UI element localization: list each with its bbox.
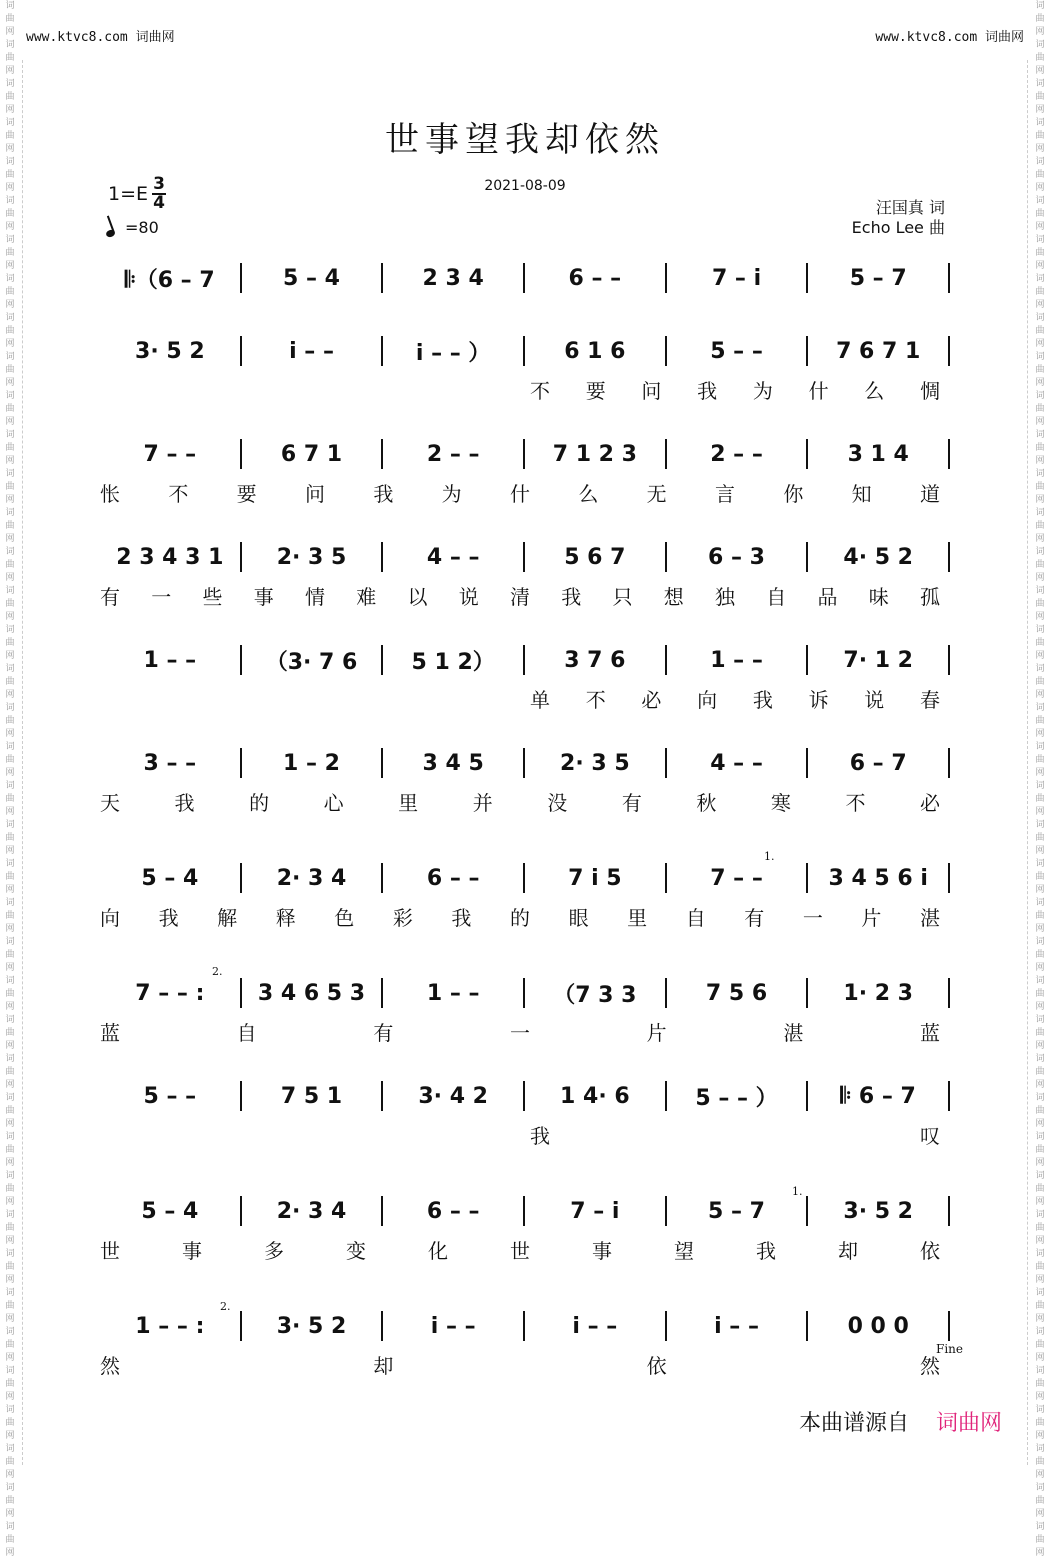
lyric-syllable: 然 [100, 1354, 122, 1378]
measure: 5 6 7 [564, 544, 626, 570]
lyrics-line [100, 1235, 950, 1263]
measure: 2 – – [426, 441, 480, 467]
barline [948, 439, 950, 469]
lyric-syllable: 望 [674, 1239, 696, 1263]
notes-line [100, 977, 950, 1009]
lyric-syllable: 自 [236, 1021, 259, 1045]
lyric-syllable: 事 [253, 585, 276, 609]
lyrics-line [100, 478, 950, 506]
lyric-syllable: 不 [585, 688, 608, 712]
notes-line [100, 541, 950, 573]
measure: 4 – – [710, 750, 763, 776]
lyric-syllable: 却 [838, 1239, 860, 1263]
notes-line [100, 438, 950, 470]
lyric-syllable: 然 [920, 1354, 942, 1378]
header-site-right[interactable]: www.ktvc8.com 词曲网 [875, 30, 1024, 45]
lyrics-line [100, 1120, 950, 1148]
lyric-syllable: 的 [510, 906, 532, 930]
lyric-syllable: 没 [547, 791, 570, 815]
lyric-syllable: 有 [744, 906, 767, 930]
barline [948, 336, 950, 366]
measure: 3 4 6 5 3 [257, 980, 366, 1006]
measure: 2 3 4 3 1 [116, 544, 224, 570]
volta-second-2: 2. [220, 1300, 231, 1313]
lyric-syllable: 自 [766, 585, 789, 609]
measure: 𝄆（6 – 7 [125, 267, 215, 293]
footer-source [799, 1406, 1002, 1437]
lyric-syllable: 我 [451, 906, 474, 930]
measure: 7 i 5 [568, 865, 622, 891]
measure: 6 1 6 [564, 338, 626, 364]
lyric-syllable: 的 [249, 791, 272, 815]
lyric-syllable: 我 [756, 1239, 778, 1263]
lyric-syllable: 事 [182, 1239, 204, 1263]
lyric-syllable: 一 [151, 585, 174, 609]
lyrics-line [100, 787, 950, 815]
measure: 7 1 2 3 [552, 441, 637, 467]
lyric-syllable: 湛 [783, 1021, 806, 1045]
measure: 2 – – [710, 441, 763, 467]
lyric-syllable: 单 [530, 688, 552, 712]
lyric-syllable: 事 [592, 1239, 614, 1263]
lyric-syllable: 片 [861, 906, 884, 930]
measure: 6 – – [568, 265, 622, 291]
right-watermark: 词曲网词曲网词曲网词曲网词曲网词曲网词曲网词曲网词曲网词曲网词曲网词曲网词曲网词曲网词曲网词曲网词曲网词曲网词曲网词曲网词曲网词曲网词曲网词曲网词曲网词曲网词曲网词曲网词曲网词曲网词曲网词曲网词曲网词曲网词曲网词曲网词曲网词曲网词曲网词曲网 [1035, 1, 1045, 1558]
lyric-syllable: 却 [373, 1354, 396, 1378]
tempo-mark [106, 218, 159, 237]
measure: 7 – – : [135, 980, 205, 1006]
lyric-syllable: 解 [217, 906, 240, 930]
time-signature [152, 176, 166, 212]
lyric-syllable: 为 [752, 379, 775, 403]
lyric-syllable: 难 [356, 585, 379, 609]
lyric-syllable: 我 [530, 1124, 552, 1148]
lyric-syllable: 必 [641, 688, 664, 712]
measure: 5 – 4 [141, 865, 199, 891]
lyric-syllable: 有 [373, 1021, 396, 1045]
lyric-syllable: 我 [158, 906, 181, 930]
lyric-syllable: 世 [510, 1239, 532, 1263]
lyrics-line [100, 581, 950, 609]
time-sig-bottom: 4 [153, 193, 165, 213]
lyric-syllable: 世 [100, 1239, 122, 1263]
lyric-syllable: 要 [236, 482, 259, 506]
lyric-syllable: 什 [808, 379, 831, 403]
measure: 0 0 0 [847, 1313, 909, 1339]
measure: 5 – 7 [708, 1198, 765, 1224]
lyric-syllable: 蓝 [920, 1021, 942, 1045]
lyric-syllable: 并 [472, 791, 495, 815]
lyric-syllable: 秋 [696, 791, 719, 815]
lyric-syllable: 不 [530, 379, 552, 403]
measure: 7· 1 2 [843, 647, 913, 673]
footer-site-link[interactable]: 词曲网 [935, 1411, 1002, 1436]
lyric-syllable: 色 [334, 906, 357, 930]
lyric-syllable: 必 [920, 791, 942, 815]
lyric-syllable: 说 [458, 585, 481, 609]
measure: 7 – – [143, 441, 197, 467]
measure: 5 – – ） [695, 1085, 778, 1111]
lyrics-line [100, 302, 950, 326]
measure: 7 5 6 [705, 980, 768, 1006]
measure: 7 – i [711, 265, 762, 291]
song-title: 世事望我却依然 [385, 120, 665, 160]
tempo-value: =80 [125, 218, 159, 237]
lyric-syllable: 想 [663, 585, 686, 609]
barline [948, 645, 950, 675]
notes-line [100, 1310, 950, 1342]
lyric-syllable: 道 [920, 482, 942, 506]
lyric-syllable: 蓝 [100, 1021, 122, 1045]
measure: 6 7 1 [280, 441, 343, 467]
composer: Echo Lee 曲 [851, 218, 945, 237]
left-watermark: 词曲网词曲网词曲网词曲网词曲网词曲网词曲网词曲网词曲网词曲网词曲网词曲网词曲网词曲网词曲网词曲网词曲网词曲网词曲网词曲网词曲网词曲网词曲网词曲网词曲网词曲网词曲网词曲网词曲网词曲网词曲网词曲网词曲网词曲网词曲网词曲网词曲网词曲网词曲网词曲网 [5, 1, 15, 1558]
measure: 1 – 2 [283, 750, 340, 776]
barline [948, 863, 950, 893]
notes-line [100, 1195, 950, 1227]
measure: 5 – 4 [141, 1198, 199, 1224]
lyric-syllable: 情 [305, 585, 327, 609]
lyric-syllable: 我 [174, 791, 197, 815]
measure: 6 – – [426, 1198, 480, 1224]
measure: 6 – – [426, 865, 480, 891]
lyric-syllable: 问 [641, 379, 664, 403]
notes-line [100, 747, 950, 779]
lyric-syllable: 寒 [770, 791, 793, 815]
measure: 3· 5 2 [276, 1313, 347, 1339]
lyric-syllable: 惆 [920, 379, 942, 403]
notes-line [100, 1080, 950, 1112]
lyric-syllable: 品 [817, 585, 840, 609]
measure: （3· 7 6 [265, 649, 358, 675]
lyric-syllable: 清 [510, 585, 532, 609]
lyric-syllable: 问 [305, 482, 327, 506]
measure: i – – [714, 1313, 759, 1339]
lyric-syllable: 诉 [808, 688, 831, 712]
measure: 1 – – [426, 980, 480, 1006]
measure: 4· 5 2 [843, 544, 913, 570]
time-sig-top: 3 [153, 174, 165, 194]
measure: 3 – – [143, 750, 197, 776]
score-date: 2021-08-09 [484, 178, 566, 194]
lyric-syllable: 叹 [920, 1124, 942, 1148]
lyric-syllable: 依 [646, 1354, 669, 1378]
lyrics-line [100, 902, 950, 930]
header-site-left[interactable]: www.ktvc8.com 词曲网 [26, 30, 175, 45]
lyric-syllable: 你 [783, 482, 806, 506]
measure: 1 – – [143, 647, 197, 673]
barline [948, 542, 950, 572]
measure: 1 – – [710, 647, 763, 673]
left-margin-line [22, 60, 23, 1465]
quarter-note-icon [105, 229, 116, 239]
lyric-syllable: 心 [323, 791, 346, 815]
measure: 2· 3 4 [276, 865, 347, 891]
measure: 3· 4 2 [418, 1083, 488, 1109]
credits [852, 198, 945, 238]
measure: 2 3 4 [422, 265, 484, 291]
measure: 6 – 3 [708, 544, 765, 570]
lyrics-line [100, 1017, 950, 1045]
lyric-syllable: 以 [407, 585, 430, 609]
lyric-syllable: 言 [715, 482, 737, 506]
right-margin-line [1027, 60, 1028, 1465]
lyrics-line [100, 1350, 950, 1378]
measure: 7 – – [710, 865, 763, 891]
volta-first: 1. [764, 850, 775, 863]
lyrics-line [100, 684, 950, 712]
lyrics-line [100, 375, 950, 403]
lyric-syllable: 我 [752, 688, 775, 712]
measure: 7 6 7 1 [836, 338, 921, 364]
lyric-syllable: 里 [627, 906, 650, 930]
lyric-syllable: 为 [441, 482, 464, 506]
lyric-syllable: 要 [585, 379, 608, 403]
measure: 3· 5 2 [843, 1198, 913, 1224]
lyric-syllable: 彩 [392, 906, 415, 930]
barline [948, 1196, 950, 1226]
lyric-syllable: 向 [697, 688, 720, 712]
measure: 2· 3 4 [276, 1198, 347, 1224]
measure: 5 – – [143, 1083, 197, 1109]
notes-line [100, 335, 950, 367]
barline [948, 1311, 950, 1341]
lyric-syllable: 说 [864, 688, 887, 712]
measure: （7 3 3 [553, 982, 637, 1008]
lyric-syllable: 么 [578, 482, 601, 506]
measure: 5 – – [710, 338, 763, 364]
lyric-syllable: 春 [920, 688, 942, 712]
measure: 1 4· 6 [560, 1083, 630, 1109]
lyric-syllable: 只 [612, 585, 635, 609]
measure: 2· 3 5 [276, 544, 347, 570]
lyric-syllable: 片 [646, 1021, 669, 1045]
volta-second: 2. [212, 965, 223, 978]
barline [948, 748, 950, 778]
measure: 5 – 4 [283, 265, 340, 291]
lyric-syllable: 天 [100, 791, 122, 815]
measure: 5 – 7 [849, 265, 907, 291]
lyric-syllable: 一 [802, 906, 825, 930]
barline [948, 978, 950, 1008]
measure: i – – [430, 1313, 476, 1339]
lyric-syllable: 多 [264, 1239, 286, 1263]
key-signature [108, 176, 166, 212]
lyric-syllable: 些 [202, 585, 225, 609]
lyric-syllable: 里 [398, 791, 421, 815]
measure: i – – ） [415, 340, 491, 366]
key-label: 1=E [108, 183, 149, 205]
measure: 1 – – : [135, 1313, 205, 1339]
measure: 7 – i [570, 1198, 620, 1224]
notes-line [100, 262, 950, 294]
lyric-syllable: 不 [845, 791, 868, 815]
fine-mark: Fine [936, 1342, 963, 1356]
lyric-syllable: 什 [510, 482, 532, 506]
lyric-syllable: 释 [275, 906, 298, 930]
lyric-syllable: 一 [510, 1021, 532, 1045]
lyric-syllable: 我 [697, 379, 720, 403]
measure: 3 4 5 [422, 750, 484, 776]
notes-line [100, 644, 950, 676]
lyric-syllable: 孤 [920, 585, 942, 609]
notes-line [100, 862, 950, 894]
lyric-syllable: 自 [685, 906, 708, 930]
measure: 𝄆 6 – 7 [840, 1083, 916, 1109]
lyric-syllable: 么 [864, 379, 887, 403]
measure: 5 1 2） [411, 649, 495, 675]
lyric-syllable: 湛 [920, 906, 942, 930]
measure: i – – [572, 1313, 618, 1339]
measure: 1· 2 3 [843, 980, 913, 1006]
lyric-syllable: 眼 [568, 906, 591, 930]
lyric-syllable: 有 [621, 791, 644, 815]
footer-prefix: 本曲谱源自 [798, 1411, 909, 1436]
measure: 3 1 4 [847, 441, 909, 467]
measure: 2· 3 5 [560, 750, 630, 776]
measure: 3· 5 2 [135, 338, 205, 364]
measure: i – – [289, 338, 334, 364]
lyric-syllable: 知 [851, 482, 874, 506]
lyric-syllable: 味 [868, 585, 891, 609]
lyric-syllable: 无 [646, 482, 669, 506]
measure: 7 5 1 [280, 1083, 343, 1109]
lyric-syllable: 怅 [100, 482, 122, 506]
lyric-syllable: 有 [100, 585, 122, 609]
measure: 3 4 5 6 i [828, 865, 928, 891]
measure: 4 – – [426, 544, 480, 570]
lyric-syllable: 变 [346, 1239, 368, 1263]
measure: 6 – 7 [849, 750, 907, 776]
lyric-syllable: 独 [715, 585, 737, 609]
barline [948, 263, 950, 293]
barline [948, 1081, 950, 1111]
lyric-syllable: 我 [561, 585, 584, 609]
lyricist: 汪国真 词 [875, 198, 945, 217]
lyric-syllable: 不 [168, 482, 191, 506]
lyric-syllable: 依 [920, 1239, 942, 1263]
lyric-syllable: 化 [428, 1239, 450, 1263]
measure: 3 7 6 [564, 647, 626, 673]
lyric-syllable: 向 [100, 906, 122, 930]
volta-first-2: 1. [792, 1185, 803, 1198]
lyric-syllable: 我 [373, 482, 396, 506]
